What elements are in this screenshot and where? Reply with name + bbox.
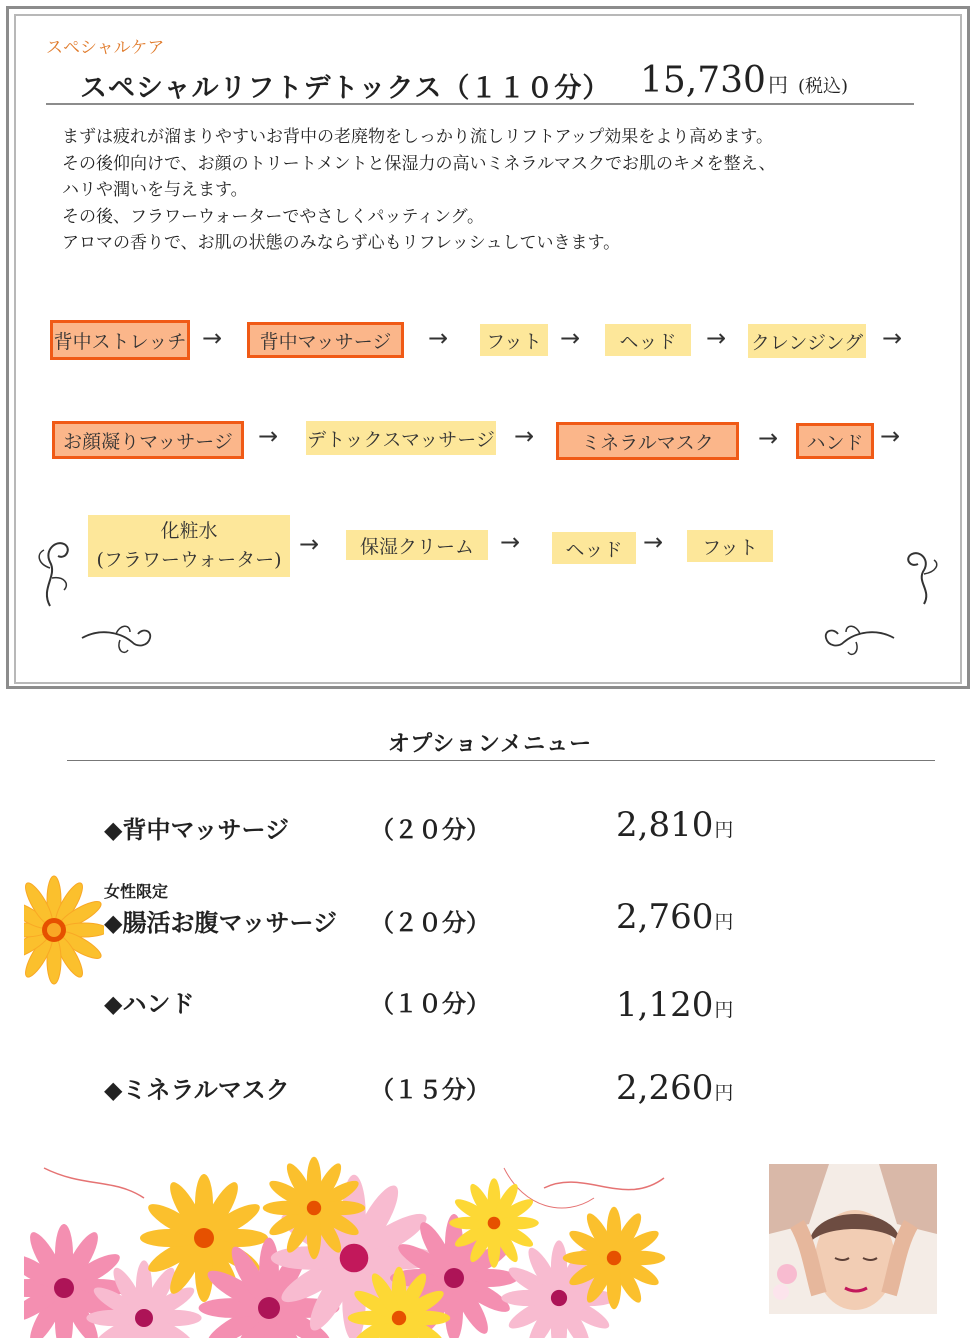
flow-step-face-massage: お顔凝りマッサージ [52, 421, 244, 459]
description-line: その後仰向けで、お顔のトリートメントと保湿力の高いミネラルマスクでお肌のキメを整え、 [62, 153, 776, 174]
flow-step-head: ヘッド [605, 324, 691, 356]
category-label: スペシャルケア [46, 38, 165, 58]
option-name: ◆ハンド [104, 990, 195, 1018]
description-line: ハリや潤いを与えます。 [62, 180, 248, 200]
flow-arrow: → [560, 324, 581, 352]
option-price [616, 897, 733, 937]
flow-step-head-2: ヘッド [552, 532, 636, 564]
option-duration: （１０分） [370, 989, 490, 1018]
service-description [62, 124, 922, 257]
title-divider [46, 103, 914, 105]
service-price-yen: 円 [767, 73, 788, 97]
flow-step-hand: ハンド [796, 423, 874, 459]
flow-step-back-stretch: 背中ストレッチ [50, 320, 190, 360]
flow-step-moisture-cream: 保湿クリーム [346, 530, 488, 560]
option-note-women-only: 女性限定 [104, 882, 169, 901]
flower-banner-illustration [24, 1148, 694, 1338]
description-line: その後、フラワーウォーターでやさしくパッティング。 [62, 206, 484, 227]
flow-arrow: → [428, 324, 449, 352]
option-price-value: 2,760 [616, 897, 714, 937]
option-price-value: 2,260 [616, 1068, 714, 1108]
flourish-bottom-right-icon [818, 620, 896, 660]
service-title: スペシャルリフトデトックス（１１０分） [80, 73, 611, 104]
flow-step-cleansing: クレンジング [748, 324, 866, 358]
option-price-yen: 円 [714, 1082, 734, 1104]
description-line: まずは疲れが溜まりやすいお背中の老廃物をしっかり流しリフトアップ効果をより高めます。 [62, 127, 773, 147]
option-price-yen: 円 [714, 911, 734, 933]
flow-arrow: → [758, 424, 779, 452]
flower-decoration-icon [24, 868, 104, 988]
option-price-yen: 円 [714, 999, 734, 1021]
flow-arrow: → [706, 324, 727, 352]
flow-arrow: → [514, 422, 535, 450]
flow-step-toner [88, 515, 290, 577]
flourish-left-icon [30, 528, 80, 608]
option-price-yen: 円 [714, 819, 734, 841]
service-price [640, 60, 848, 101]
flow-arrow: → [880, 422, 901, 450]
flow-step-mineral-mask: ミネラルマスク [556, 422, 739, 460]
flourish-right-icon [898, 544, 948, 608]
flow-arrow: → [882, 324, 903, 352]
options-divider [67, 760, 935, 761]
description-line: アロマの香りで、お肌の状態のみならず心もリフレッシュしていきます。 [62, 233, 621, 253]
options-title: オプションメニュー [387, 732, 593, 757]
option-name: ◆背中マッサージ [104, 816, 290, 844]
option-name: ◆腸活お腹マッサージ [104, 909, 338, 937]
flow-arrow: → [258, 422, 279, 450]
option-price-value: 2,810 [616, 805, 714, 845]
option-price [616, 985, 733, 1025]
flow-arrow: → [299, 530, 320, 558]
flow-step-detox-massage: デトックスマッサージ [306, 421, 496, 455]
spa-facial-photo [769, 1164, 937, 1336]
option-duration: （２０分） [370, 815, 490, 844]
flourish-bottom-left-icon [80, 618, 156, 658]
flow-arrow: → [643, 528, 664, 556]
flow-step-toner-line2: (フラワーウォーター) [96, 549, 282, 571]
flow-step-foot-2: フット [687, 530, 773, 562]
service-price-tax: (税込) [797, 76, 849, 97]
flow-arrow: → [500, 528, 521, 556]
option-price [616, 805, 733, 845]
option-name: ◆ミネラルマスク [104, 1076, 290, 1104]
service-price-value: 15,730 [640, 60, 766, 101]
option-duration: （２０分） [370, 908, 490, 937]
flow-step-back-massage: 背中マッサージ [247, 322, 404, 358]
option-price [616, 1068, 733, 1108]
flow-arrow: → [202, 324, 223, 352]
flow-step-foot: フット [480, 324, 548, 356]
flow-step-toner-line1: 化粧水 [160, 520, 218, 542]
option-duration: （１５分） [370, 1075, 490, 1104]
option-price-value: 1,120 [616, 985, 714, 1025]
